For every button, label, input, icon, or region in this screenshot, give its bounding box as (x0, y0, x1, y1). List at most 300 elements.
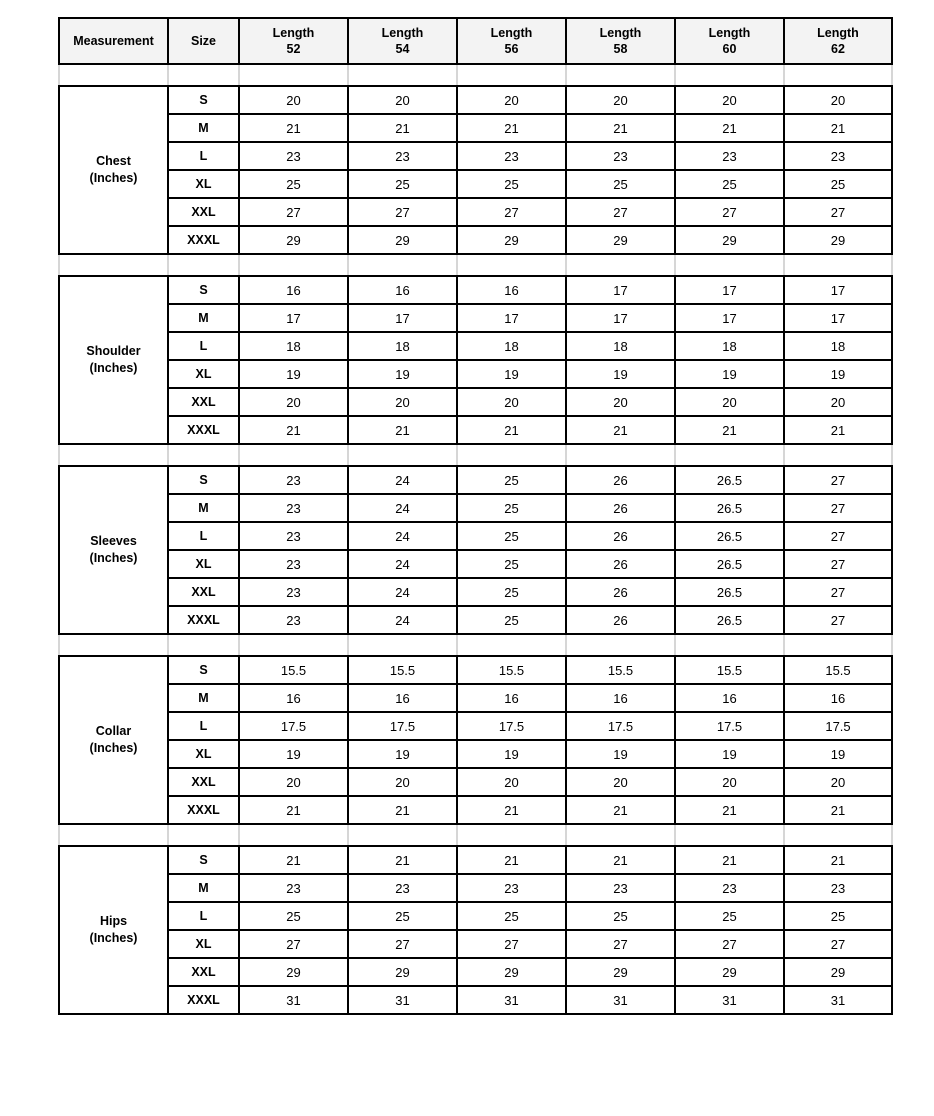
value-cell: 21 (348, 114, 457, 142)
value-cell: 21 (457, 846, 566, 874)
header-length-52 (239, 18, 348, 64)
spacer-cell (675, 824, 784, 846)
value-cell: 25 (457, 902, 566, 930)
value-cell: 29 (784, 958, 892, 986)
table-row (59, 332, 892, 360)
value-cell: 29 (457, 226, 566, 254)
value-cell: 17 (566, 276, 675, 304)
size-label: XXXL (168, 796, 239, 824)
value-cell: 21 (239, 796, 348, 824)
table-row (59, 522, 892, 550)
value-cell: 17 (784, 304, 892, 332)
value-cell: 20 (348, 86, 457, 114)
value-cell: 29 (566, 958, 675, 986)
value-cell: 17.5 (675, 712, 784, 740)
header-label: Length (817, 26, 859, 40)
value-cell: 26 (566, 494, 675, 522)
value-cell: 27 (239, 198, 348, 226)
value-cell: 21 (457, 796, 566, 824)
size-label: XL (168, 740, 239, 768)
spacer-cell (168, 824, 239, 846)
value-cell: 17.5 (784, 712, 892, 740)
value-cell: 31 (457, 986, 566, 1014)
value-cell: 29 (566, 226, 675, 254)
spacer-cell (168, 64, 239, 86)
value-cell: 16 (457, 684, 566, 712)
value-cell: 24 (348, 466, 457, 494)
value-cell: 21 (348, 416, 457, 444)
table-row (59, 986, 892, 1014)
size-label: L (168, 712, 239, 740)
value-cell: 31 (348, 986, 457, 1014)
value-cell: 20 (675, 86, 784, 114)
value-cell: 19 (457, 740, 566, 768)
value-cell: 18 (348, 332, 457, 360)
value-cell: 19 (784, 360, 892, 388)
value-cell: 29 (675, 226, 784, 254)
value-cell: 15.5 (239, 656, 348, 684)
spacer-cell (457, 634, 566, 656)
table-row (59, 712, 892, 740)
spacer-cell (59, 824, 168, 846)
spacer-cell (784, 824, 892, 846)
value-cell: 20 (566, 86, 675, 114)
value-cell: 29 (348, 226, 457, 254)
value-cell: 27 (784, 578, 892, 606)
value-cell: 25 (784, 170, 892, 198)
size-label: M (168, 494, 239, 522)
size-label: M (168, 114, 239, 142)
value-cell: 19 (675, 360, 784, 388)
spacer-cell (239, 824, 348, 846)
value-cell: 20 (348, 388, 457, 416)
value-cell: 21 (457, 416, 566, 444)
value-cell: 26 (566, 522, 675, 550)
value-cell: 27 (784, 522, 892, 550)
value-cell: 26.5 (675, 578, 784, 606)
value-cell: 21 (784, 846, 892, 874)
size-label: S (168, 846, 239, 874)
measurement-name: Chest (96, 154, 131, 168)
table-row (59, 656, 892, 684)
table-row (59, 606, 892, 634)
value-cell: 19 (348, 360, 457, 388)
value-cell: 15.5 (675, 656, 784, 684)
spacer-cell (59, 444, 168, 466)
table-row (59, 578, 892, 606)
value-cell: 27 (457, 930, 566, 958)
spacer-cell (239, 634, 348, 656)
spacer-cell (675, 64, 784, 86)
measurement-unit: (Inches) (89, 931, 138, 945)
spacer-cell (566, 444, 675, 466)
value-cell: 20 (239, 86, 348, 114)
value-cell: 26.5 (675, 550, 784, 578)
header-value: 60 (722, 42, 737, 56)
spacer-row (59, 444, 892, 466)
header-value: 54 (395, 42, 410, 56)
value-cell: 18 (457, 332, 566, 360)
measurement-unit: (Inches) (89, 361, 138, 375)
size-label: XXL (168, 768, 239, 796)
spacer-cell (784, 64, 892, 86)
value-cell: 18 (784, 332, 892, 360)
value-cell: 21 (675, 846, 784, 874)
spacer-cell (457, 64, 566, 86)
spacer-cell (784, 444, 892, 466)
value-cell: 29 (675, 958, 784, 986)
value-cell: 24 (348, 578, 457, 606)
spacer-cell (566, 254, 675, 276)
value-cell: 31 (784, 986, 892, 1014)
value-cell: 21 (457, 114, 566, 142)
value-cell: 25 (675, 902, 784, 930)
value-cell: 23 (675, 142, 784, 170)
value-cell: 24 (348, 494, 457, 522)
table-row (59, 846, 892, 874)
value-cell: 15.5 (348, 656, 457, 684)
value-cell: 21 (566, 416, 675, 444)
value-cell: 25 (348, 902, 457, 930)
value-cell: 17 (566, 304, 675, 332)
value-cell: 16 (457, 276, 566, 304)
spacer-cell (457, 254, 566, 276)
value-cell: 31 (239, 986, 348, 1014)
value-cell: 23 (239, 874, 348, 902)
value-cell: 17.5 (457, 712, 566, 740)
table-row (59, 304, 892, 332)
table-row (59, 740, 892, 768)
spacer-cell (675, 634, 784, 656)
value-cell: 25 (457, 494, 566, 522)
table-row (59, 388, 892, 416)
table-row (59, 874, 892, 902)
table-row (59, 684, 892, 712)
value-cell: 23 (239, 466, 348, 494)
value-cell: 26.5 (675, 522, 784, 550)
value-cell: 15.5 (566, 656, 675, 684)
value-cell: 16 (784, 684, 892, 712)
value-cell: 26 (566, 606, 675, 634)
value-cell: 25 (675, 170, 784, 198)
size-label: XL (168, 550, 239, 578)
value-cell: 21 (784, 796, 892, 824)
measurement-name: Shoulder (86, 344, 141, 358)
spacer-cell (566, 824, 675, 846)
value-cell: 26 (566, 550, 675, 578)
table-row (59, 86, 892, 114)
value-cell: 20 (239, 768, 348, 796)
value-cell: 19 (348, 740, 457, 768)
spacer-row (59, 634, 892, 656)
header-label: Length (490, 26, 533, 40)
table-row (59, 494, 892, 522)
header-label: Length (381, 26, 424, 40)
table-row (59, 114, 892, 142)
header-length-60 (675, 18, 784, 64)
measurement-shoulder (59, 276, 168, 444)
measurement-sleeves (59, 466, 168, 634)
size-label: XXXL (168, 226, 239, 254)
spacer-cell (457, 824, 566, 846)
value-cell: 21 (239, 114, 348, 142)
value-cell: 17 (457, 304, 566, 332)
measurement-unit: (Inches) (89, 741, 138, 755)
value-cell: 20 (239, 388, 348, 416)
value-cell: 25 (457, 466, 566, 494)
header-value: 56 (504, 42, 519, 56)
header-label: Length (708, 26, 751, 40)
size-label: S (168, 656, 239, 684)
value-cell: 21 (348, 796, 457, 824)
value-cell: 26.5 (675, 494, 784, 522)
value-cell: 29 (239, 958, 348, 986)
value-cell: 17.5 (239, 712, 348, 740)
value-cell: 17 (675, 304, 784, 332)
value-cell: 19 (784, 740, 892, 768)
size-label: S (168, 466, 239, 494)
size-label: L (168, 522, 239, 550)
value-cell: 23 (348, 142, 457, 170)
header-length-58 (566, 18, 675, 64)
value-cell: 18 (239, 332, 348, 360)
value-cell: 23 (566, 874, 675, 902)
value-cell: 24 (348, 550, 457, 578)
spacer-cell (168, 444, 239, 466)
spacer-cell (239, 444, 348, 466)
table-row (59, 226, 892, 254)
value-cell: 20 (566, 388, 675, 416)
spacer-cell (348, 254, 457, 276)
table-row (59, 958, 892, 986)
spacer-cell (784, 254, 892, 276)
value-cell: 29 (239, 226, 348, 254)
value-cell: 17 (784, 276, 892, 304)
table-body (59, 64, 892, 1014)
value-cell: 21 (566, 114, 675, 142)
value-cell: 26 (566, 578, 675, 606)
header-length-54 (348, 18, 457, 64)
spacer-cell (675, 254, 784, 276)
value-cell: 21 (675, 416, 784, 444)
value-cell: 17.5 (566, 712, 675, 740)
value-cell: 25 (457, 550, 566, 578)
value-cell: 25 (348, 170, 457, 198)
value-cell: 24 (348, 606, 457, 634)
spacer-row (59, 64, 892, 86)
table-row (59, 276, 892, 304)
table-row (59, 416, 892, 444)
value-cell: 19 (566, 740, 675, 768)
value-cell: 23 (457, 874, 566, 902)
value-cell: 26 (566, 466, 675, 494)
value-cell: 17 (348, 304, 457, 332)
value-cell: 15.5 (457, 656, 566, 684)
value-cell: 23 (784, 874, 892, 902)
value-cell: 20 (566, 768, 675, 796)
value-cell: 20 (457, 86, 566, 114)
measurement-hips (59, 846, 168, 1014)
value-cell: 21 (784, 416, 892, 444)
size-label: M (168, 304, 239, 332)
size-label: XXXL (168, 416, 239, 444)
spacer-row (59, 824, 892, 846)
header-size: Size (168, 18, 239, 64)
value-cell: 27 (566, 930, 675, 958)
size-label: XXXL (168, 606, 239, 634)
value-cell: 16 (348, 276, 457, 304)
size-label: L (168, 902, 239, 930)
value-cell: 23 (239, 494, 348, 522)
value-cell: 19 (239, 360, 348, 388)
value-cell: 17 (675, 276, 784, 304)
header-length-62 (784, 18, 892, 64)
spacer-cell (784, 634, 892, 656)
table-row (59, 466, 892, 494)
spacer-cell (168, 254, 239, 276)
value-cell: 20 (675, 388, 784, 416)
value-cell: 21 (784, 114, 892, 142)
value-cell: 27 (784, 198, 892, 226)
value-cell: 27 (239, 930, 348, 958)
value-cell: 16 (239, 276, 348, 304)
value-cell: 20 (784, 86, 892, 114)
header-value: 62 (831, 42, 845, 56)
spacer-cell (59, 254, 168, 276)
value-cell: 27 (566, 198, 675, 226)
value-cell: 16 (239, 684, 348, 712)
value-cell: 23 (239, 606, 348, 634)
measurement-name: Sleeves (90, 534, 137, 548)
value-cell: 25 (239, 170, 348, 198)
value-cell: 19 (675, 740, 784, 768)
value-cell: 17.5 (348, 712, 457, 740)
value-cell: 23 (457, 142, 566, 170)
table-row (59, 930, 892, 958)
measurement-name: Hips (99, 914, 128, 928)
value-cell: 25 (457, 522, 566, 550)
value-cell: 26.5 (675, 606, 784, 634)
value-cell: 29 (784, 226, 892, 254)
value-cell: 25 (457, 170, 566, 198)
table-row (59, 550, 892, 578)
size-label: XXL (168, 958, 239, 986)
value-cell: 29 (348, 958, 457, 986)
value-cell: 23 (566, 142, 675, 170)
size-label: L (168, 332, 239, 360)
measurement-unit: (Inches) (89, 171, 138, 185)
value-cell: 23 (348, 874, 457, 902)
value-cell: 27 (784, 606, 892, 634)
value-cell: 15.5 (784, 656, 892, 684)
table-row (59, 360, 892, 388)
value-cell: 23 (675, 874, 784, 902)
header-value: 52 (286, 42, 301, 56)
value-cell: 21 (239, 846, 348, 874)
value-cell: 18 (675, 332, 784, 360)
size-label: XXL (168, 198, 239, 226)
value-cell: 25 (784, 902, 892, 930)
value-cell: 23 (239, 142, 348, 170)
size-label: XL (168, 360, 239, 388)
spacer-cell (348, 444, 457, 466)
table-row (59, 170, 892, 198)
value-cell: 29 (457, 958, 566, 986)
measurement-unit: (Inches) (89, 551, 138, 565)
size-label: XL (168, 170, 239, 198)
value-cell: 27 (675, 930, 784, 958)
value-cell: 20 (784, 768, 892, 796)
value-cell: 27 (784, 466, 892, 494)
value-cell: 20 (675, 768, 784, 796)
value-cell: 27 (784, 930, 892, 958)
spacer-cell (348, 824, 457, 846)
spacer-cell (675, 444, 784, 466)
measurement-collar (59, 656, 168, 824)
value-cell: 16 (348, 684, 457, 712)
value-cell: 27 (675, 198, 784, 226)
measurement-chest (59, 86, 168, 254)
header-value: 58 (613, 42, 628, 56)
header-row (59, 18, 892, 64)
value-cell: 21 (566, 796, 675, 824)
size-label: XL (168, 930, 239, 958)
value-cell: 21 (675, 114, 784, 142)
value-cell: 21 (239, 416, 348, 444)
value-cell: 18 (566, 332, 675, 360)
value-cell: 16 (566, 684, 675, 712)
value-cell: 21 (566, 846, 675, 874)
table-row (59, 902, 892, 930)
spacer-cell (59, 64, 168, 86)
spacer-cell (168, 634, 239, 656)
spacer-cell (566, 634, 675, 656)
value-cell: 19 (239, 740, 348, 768)
value-cell: 25 (457, 578, 566, 606)
spacer-cell (457, 444, 566, 466)
table-row (59, 768, 892, 796)
value-cell: 21 (348, 846, 457, 874)
spacer-cell (348, 64, 457, 86)
size-label: S (168, 276, 239, 304)
size-label: S (168, 86, 239, 114)
value-cell: 27 (784, 494, 892, 522)
value-cell: 31 (566, 986, 675, 1014)
size-label: L (168, 142, 239, 170)
value-cell: 27 (784, 550, 892, 578)
header-label: Length (272, 26, 315, 40)
value-cell: 27 (348, 198, 457, 226)
size-label: XXL (168, 578, 239, 606)
value-cell: 25 (566, 170, 675, 198)
value-cell: 23 (239, 550, 348, 578)
measurement-name: Collar (95, 724, 132, 738)
value-cell: 20 (784, 388, 892, 416)
spacer-cell (239, 64, 348, 86)
spacer-cell (348, 634, 457, 656)
spacer-row (59, 254, 892, 276)
header-measurement: Measurement (59, 18, 168, 64)
value-cell: 19 (457, 360, 566, 388)
spacer-cell (59, 634, 168, 656)
table-row (59, 796, 892, 824)
spacer-cell (566, 64, 675, 86)
size-label: M (168, 874, 239, 902)
table-row (59, 198, 892, 226)
value-cell: 25 (566, 902, 675, 930)
spacer-cell (239, 254, 348, 276)
value-cell: 31 (675, 986, 784, 1014)
